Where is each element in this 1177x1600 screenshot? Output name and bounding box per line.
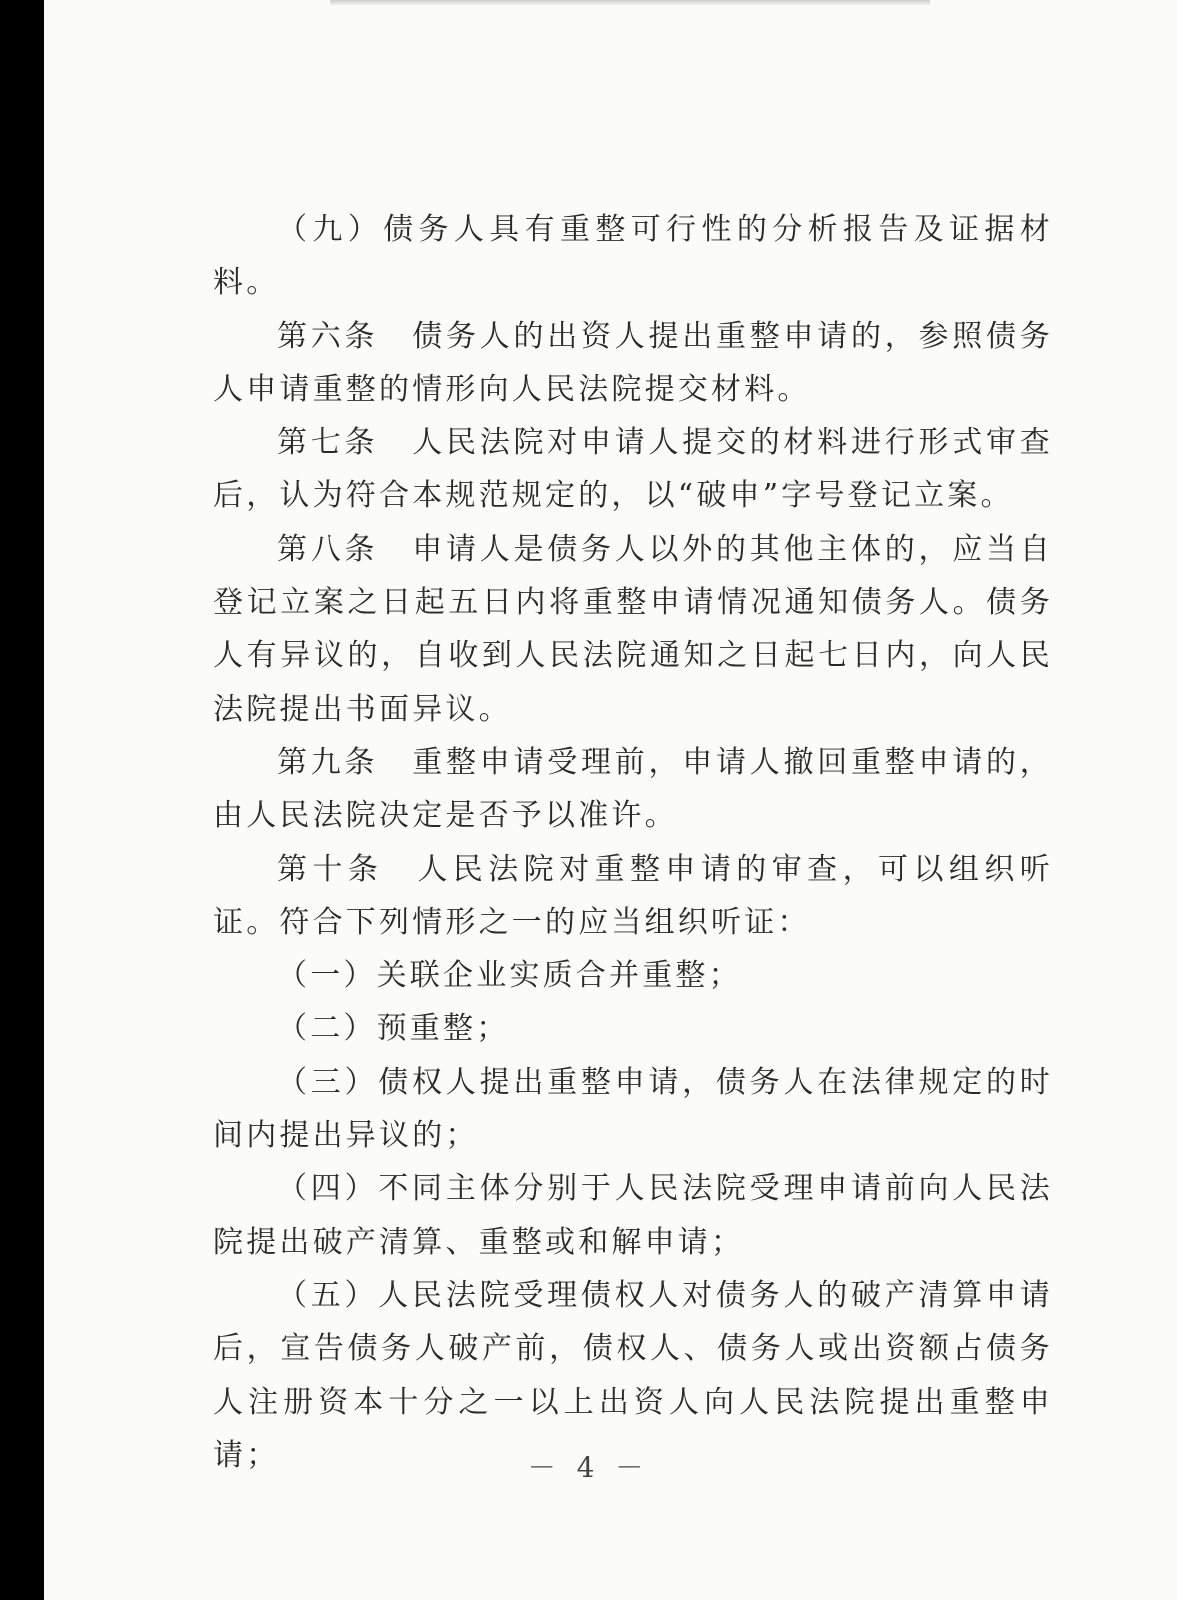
- list-item-4: [213, 1162, 1053, 1269]
- paragraph-text: （五）人民法院受理债权人对债务人的破产清算申请后，宣告债务人破产前，债权人、债务人或出资额占债务人注册资本十分之一以上出资人向人民法院提出重整申请；: [213, 1277, 1053, 1473]
- list-item-3: [213, 1056, 1053, 1163]
- document-body: [213, 203, 1053, 1482]
- scan-top-bleed: [330, 0, 930, 6]
- article-7: [213, 416, 1053, 523]
- list-item-2: [213, 1002, 1053, 1055]
- article-number: 第六条: [277, 318, 379, 354]
- article-9: [213, 736, 1053, 843]
- list-item-1: [213, 949, 1053, 1002]
- article-number: 第八条: [277, 531, 379, 567]
- article-number: 第九条: [277, 744, 379, 780]
- paragraph-text: （一）关联企业实质合并重整；: [277, 958, 742, 994]
- article-10: [213, 843, 1053, 950]
- scan-edge-shadow: [0, 0, 44, 1600]
- paragraph-text: （九）债务人具有重整可行性的分析报告及证据材料。: [213, 212, 1053, 301]
- article-text: 申请人是债务人以外的其他主体的，应当自登记立案之日起五日内将重整申请情况通知债务人。债务人有异议的，自收到人民法院通知之日起七日内，向人民法院提出书面异议。: [213, 531, 1053, 727]
- article-number: 第十条: [277, 851, 384, 887]
- paragraph-item-9: [213, 203, 1053, 310]
- article-text: 人民法院对申请人提交的材料进行形式审查后，认为符合本规范规定的，以“破申”字号登记立案。: [213, 425, 1053, 514]
- article-text: 人民法院对重整申请的审查，可以组织听证。符合下列情形之一的应当组织听证：: [213, 851, 1053, 940]
- paragraph-text: （四）不同主体分别于人民法院受理申请前向人民法院提出破产清算、重整或和解申请；: [213, 1171, 1053, 1260]
- paragraph-text: （二）预重整；: [277, 1011, 510, 1047]
- article-6: [213, 310, 1053, 417]
- article-8: [213, 523, 1053, 736]
- article-text: 债务人的出资人提出重整申请的，参照债务人申请重整的情形向人民法院提交材料。: [213, 318, 1053, 407]
- article-number: 第七条: [277, 425, 379, 461]
- page-number: － 4 －: [527, 1451, 650, 1484]
- article-text: 重整申请受理前，申请人撤回重整申请的，由人民法院决定是否予以准许。: [213, 744, 1053, 834]
- paragraph-text: （三）债权人提出重整申请，债务人在法律规定的时间内提出异议的；: [213, 1064, 1053, 1154]
